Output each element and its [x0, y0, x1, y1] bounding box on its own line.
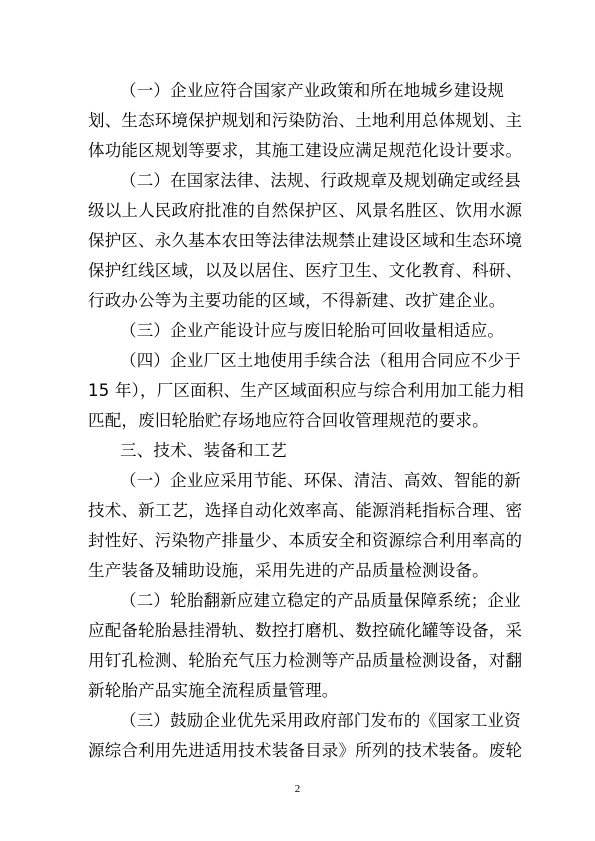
paragraph-line: （四）企业厂区土地使用手续合法（租用合同应不少于 [120, 351, 521, 370]
paragraph-line: 技术、新工艺，选择自动化效率高、能源消耗指标合理、密 [88, 501, 523, 520]
section-heading: 三、技术、装备和工艺 [120, 441, 287, 460]
paragraph-line: 生产装备及辅助设施，采用先进的产品质量检测设备。 [88, 561, 489, 580]
page-number: 2 [294, 783, 301, 795]
paragraph-line: 新轮胎产品实施全流程质量管理。 [88, 681, 339, 700]
paragraph-line: 匹配，废旧轮胎贮存场地应符合回收管理规范的要求。 [88, 411, 489, 430]
paragraph-line: （一）企业应符合国家产业政策和所在地城乡建设规 [120, 81, 505, 100]
paragraph-line: （三）企业产能设计应与废旧轮胎可回收量相适应。 [120, 321, 505, 340]
paragraph-line: 保护区、永久基本农田等法律法规禁止建设区域和生态环境 [88, 231, 523, 250]
paragraph-line: 行政办公等为主要功能的区域，不得新建、改扩建企业。 [88, 291, 506, 310]
paragraph-line: 级以上人民政府批准的自然保护区、风景名胜区、饮用水源 [88, 201, 523, 220]
paragraph-line: 应配备轮胎悬挂滑轨、数控打磨机、数控硫化罐等设备，采 [88, 621, 523, 640]
paragraph-line: （三）鼓励企业优先采用政府部门发布的《国家工业资 [120, 711, 521, 730]
paragraph-line: （二）轮胎翻新应建立稳定的产品质量保障系统；企业 [120, 591, 521, 610]
paragraph-line: 用钉孔检测、轮胎充气压力检测等产品质量检测设备，对翻 [88, 651, 523, 670]
paragraph-line: （二）在国家法律、法规、行政规章及规划确定或经县 [120, 171, 521, 190]
paragraph-line: 保护红线区域，以及以居住、医疗卫生、文化教育、科研、 [88, 261, 523, 280]
paragraph-line: 划、生态环境保护规划和污染防治、土地利用总体规划、主 [88, 111, 523, 130]
paragraph-line: 体功能区规划等要求，其施工建设应满足规范化设计要求。 [88, 141, 523, 160]
paragraph-line: 封性好、污染物产排量少、本质安全和资源综合利用率高的 [88, 531, 523, 550]
paragraph-line: 15 年），厂区面积、生产区域面积应与综合利用加工能力相 [88, 381, 525, 400]
paragraph-line: （一）企业应采用节能、环保、清洁、高效、智能的新 [120, 471, 521, 490]
paragraph-line: 源综合利用先进适用技术装备目录》所列的技术装备。废轮 [88, 741, 523, 760]
